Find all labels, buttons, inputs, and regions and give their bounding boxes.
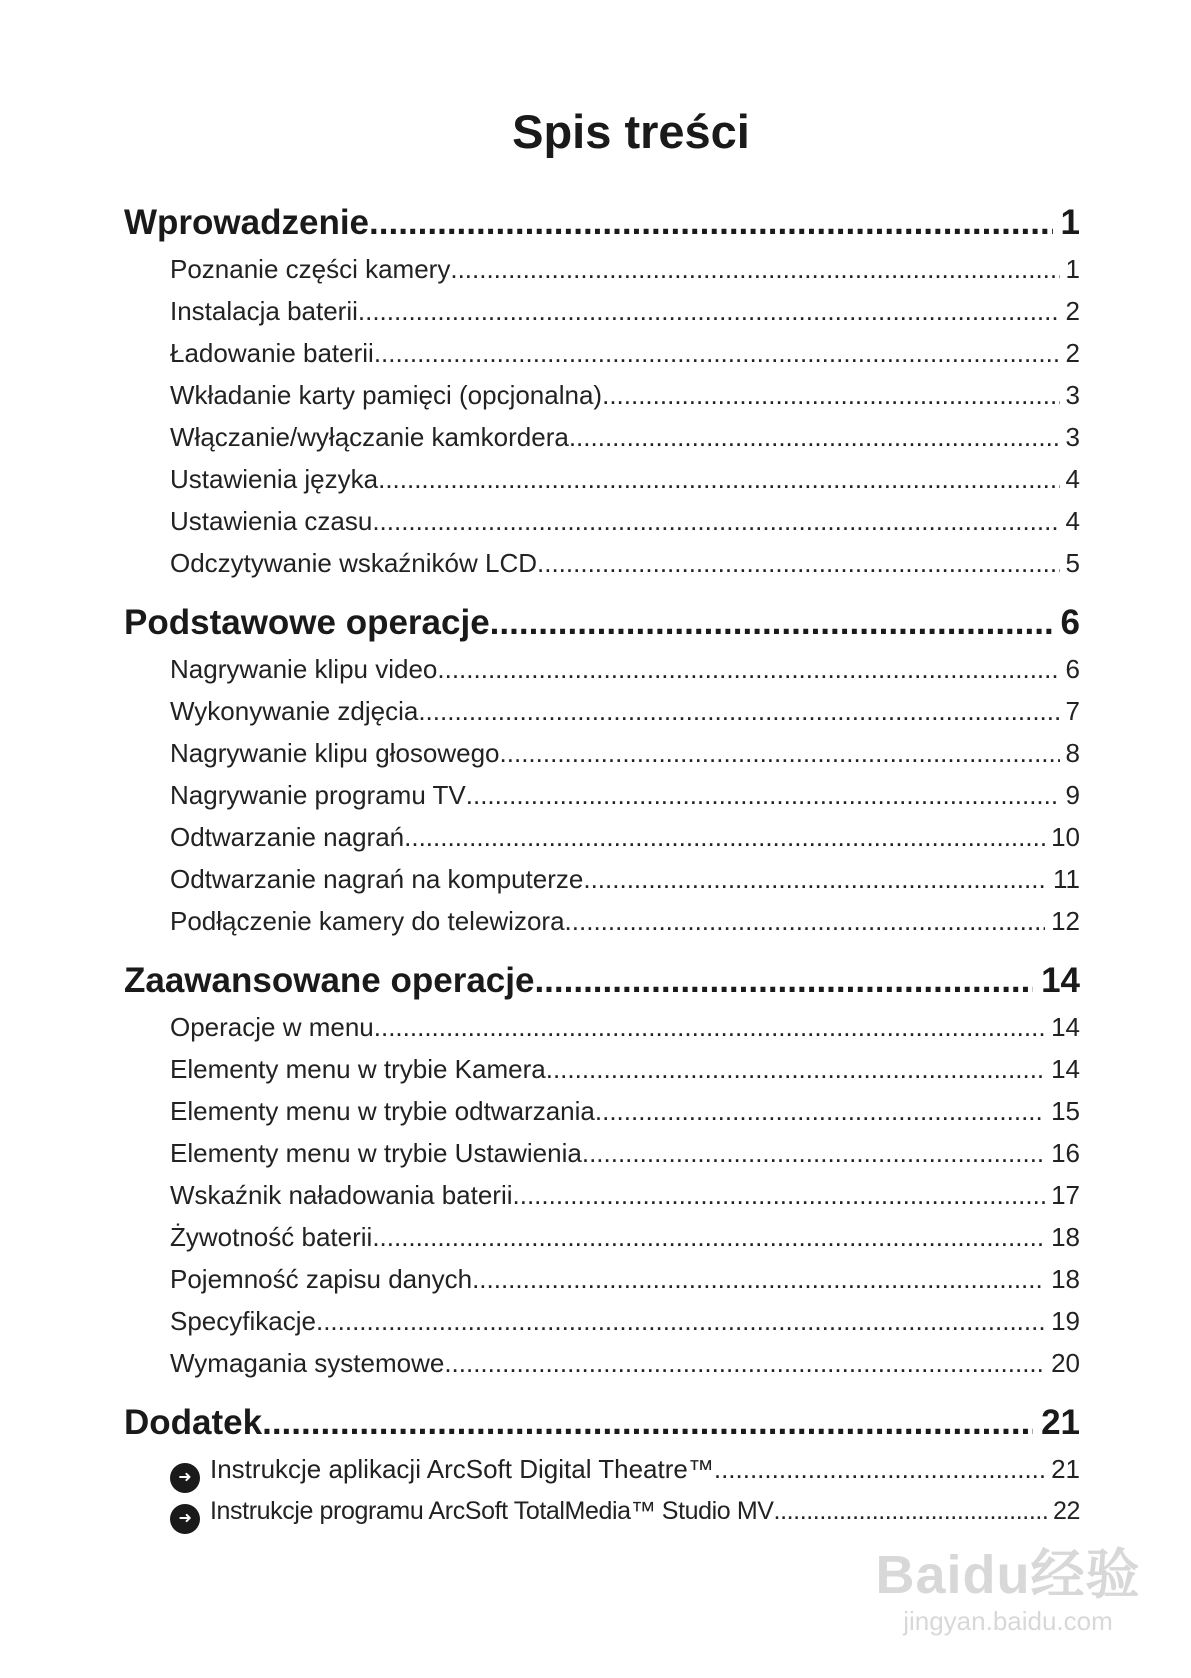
entry-label-wrap: [170, 1448, 714, 1493]
section-heading[interactable]: [124, 1398, 1080, 1448]
entry-page-number: 17: [1051, 1180, 1080, 1210]
toc-section-podstawowe-operacje: [124, 598, 1080, 942]
watermark-url: jingyan.baidu.com: [903, 1606, 1113, 1636]
dot-leader: [490, 598, 1053, 648]
toc-entry[interactable]: [124, 248, 1080, 290]
entry-page-number: 6: [1065, 654, 1080, 684]
entry-label: Odtwarzanie nagrań: [170, 822, 405, 852]
section-entries: [124, 248, 1080, 584]
entry-label: Ustawienia czasu: [170, 506, 373, 536]
entry-label-wrap: [170, 1490, 774, 1534]
dot-leader: [372, 500, 1059, 542]
entry-label: Wymagania systemowe: [170, 1348, 445, 1378]
entry-page-number: 7: [1065, 696, 1080, 726]
entry-page-number: 10: [1051, 822, 1080, 852]
entry-label: Elementy menu w trybie odtwarzania: [170, 1096, 595, 1126]
toc-entry[interactable]: [124, 1174, 1080, 1216]
section-entries: [124, 1448, 1080, 1532]
entry-label: Odczytywanie wskaźników LCD: [170, 548, 538, 578]
entry-label: Podłączenie kamery do telewizora: [170, 906, 565, 936]
section-page-number: 14: [1041, 961, 1080, 1000]
dot-leader: [500, 732, 1060, 774]
entry-label: Odtwarzanie nagrań na komputerze: [170, 864, 584, 894]
section-title: Dodatek: [124, 1403, 263, 1442]
section-heading[interactable]: [124, 956, 1080, 1006]
dot-leader: [569, 416, 1060, 458]
entry-label: Pojemność zapisu danych: [170, 1264, 473, 1294]
dot-leader: [444, 1342, 1045, 1384]
entry-label: Instalacja baterii: [170, 296, 358, 326]
entry-page-number: 8: [1065, 738, 1080, 768]
entry-label: Poznanie części kamery: [170, 254, 451, 284]
entry-page-number: 12: [1051, 906, 1080, 936]
toc-entry[interactable]: [124, 1342, 1080, 1384]
entry-page-number: 3: [1065, 422, 1080, 452]
dot-leader: [374, 1006, 1045, 1048]
entry-page-number: 1: [1065, 254, 1080, 284]
toc-section-dodatek: [124, 1398, 1080, 1532]
toc-entry[interactable]: [124, 500, 1080, 542]
dot-leader: [582, 1132, 1045, 1174]
entry-page-number: 9: [1065, 780, 1080, 810]
toc-entry[interactable]: [124, 900, 1080, 942]
dot-leader: [378, 458, 1059, 500]
section-page-number: 6: [1060, 603, 1080, 642]
entry-page-number: 2: [1065, 338, 1080, 368]
toc-entry[interactable]: [124, 1448, 1080, 1490]
toc-entry[interactable]: [124, 1006, 1080, 1048]
toc-entry[interactable]: [124, 458, 1080, 500]
dot-leader: [546, 1048, 1045, 1090]
entry-page-number: 14: [1051, 1054, 1080, 1084]
entry-label: Operacje w menu: [170, 1012, 374, 1042]
dot-leader: [565, 900, 1046, 942]
entry-label: Ładowanie baterii: [170, 338, 374, 368]
entry-page-number: 20: [1051, 1348, 1080, 1378]
dot-leader: [262, 1398, 1033, 1448]
section-title: Wprowadzenie: [124, 203, 370, 242]
toc-entry[interactable]: [124, 732, 1080, 774]
arrow-bullet-icon: ➜: [170, 1504, 200, 1534]
toc-entry[interactable]: [124, 858, 1080, 900]
toc-entry[interactable]: [124, 1048, 1080, 1090]
toc-entry[interactable]: [124, 774, 1080, 816]
entry-label: Żywotność baterii: [170, 1222, 373, 1252]
toc-entry[interactable]: [124, 1300, 1080, 1342]
dot-leader: [418, 690, 1059, 732]
toc-entry[interactable]: [124, 816, 1080, 858]
dot-leader: [774, 1490, 1047, 1532]
toc-entry[interactable]: [124, 416, 1080, 458]
entry-page-number: 16: [1051, 1138, 1080, 1168]
entry-label: Specyfikacje: [170, 1306, 316, 1336]
section-heading[interactable]: [124, 198, 1080, 248]
table-of-contents: [124, 198, 1080, 1546]
page-title: Spis treści: [512, 105, 750, 158]
entry-page-number: 5: [1065, 548, 1080, 578]
section-page-number: 1: [1060, 203, 1080, 242]
dot-leader: [534, 956, 1033, 1006]
entry-label: Ustawienia języka: [170, 464, 379, 494]
entry-label: Elementy menu w trybie Ustawienia: [170, 1138, 582, 1168]
entry-page-number: 15: [1051, 1096, 1080, 1126]
toc-entry[interactable]: [124, 1258, 1080, 1300]
dot-leader: [437, 648, 1059, 690]
dot-leader: [583, 858, 1047, 900]
entry-label: Instrukcje programu ArcSoft TotalMedia™ Studio MV: [210, 1497, 774, 1525]
toc-entry[interactable]: [124, 1490, 1080, 1532]
section-page-number: 21: [1041, 1403, 1080, 1442]
entry-page-number: 2: [1065, 296, 1080, 326]
entry-page-number: 4: [1065, 506, 1080, 536]
toc-entry[interactable]: [124, 648, 1080, 690]
entry-label: Włączanie/wyłączanie kamkordera: [170, 422, 569, 452]
entry-page-number: 4: [1065, 464, 1080, 494]
toc-entry[interactable]: [124, 690, 1080, 732]
entry-page-number: 14: [1051, 1012, 1080, 1042]
dot-leader: [466, 774, 1060, 816]
toc-entry[interactable]: [124, 1090, 1080, 1132]
toc-entry[interactable]: [124, 1216, 1080, 1258]
dot-leader: [372, 1216, 1045, 1258]
dot-leader: [358, 290, 1060, 332]
section-title: Zaawansowane operacje: [124, 961, 535, 1000]
toc-entry[interactable]: [124, 332, 1080, 374]
dot-leader: [513, 1174, 1046, 1216]
section-entries: [124, 648, 1080, 942]
section-heading[interactable]: [124, 598, 1080, 648]
entry-label: Nagrywanie klipu video: [170, 654, 438, 684]
entry-label: Wskaźnik naładowania baterii: [170, 1180, 513, 1210]
entry-label: Wykonywanie zdjęcia: [170, 696, 419, 726]
entry-page-number: 3: [1065, 380, 1080, 410]
entry-page-number: 18: [1051, 1222, 1080, 1252]
section-title: Podstawowe operacje: [124, 603, 490, 642]
entry-label: Nagrywanie klipu głosowego: [170, 738, 500, 768]
watermark: [858, 1545, 1158, 1637]
arrow-bullet-icon: ➜: [170, 1463, 200, 1493]
dot-leader: [316, 1300, 1045, 1342]
toc-entry[interactable]: [124, 1132, 1080, 1174]
entry-page-number: 21: [1051, 1454, 1080, 1484]
entry-page-number: 19: [1051, 1306, 1080, 1336]
dot-leader: [450, 248, 1059, 290]
dot-leader: [714, 1448, 1045, 1490]
toc-section-zaawansowane-operacje: [124, 956, 1080, 1384]
toc-section-wprowadzenie: [124, 198, 1080, 584]
entry-page-number: 18: [1051, 1264, 1080, 1294]
section-entries: [124, 1006, 1080, 1384]
toc-entry[interactable]: [124, 374, 1080, 416]
dot-leader: [472, 1258, 1045, 1300]
entry-label: Instrukcje aplikacji ArcSoft Digital Theatre™: [210, 1454, 714, 1484]
toc-entry[interactable]: [124, 542, 1080, 584]
entry-page-number: 22: [1052, 1497, 1080, 1525]
dot-leader: [404, 816, 1045, 858]
watermark-logo: Baidu经验: [875, 1545, 1141, 1605]
entry-label: Nagrywanie programu TV: [170, 780, 466, 810]
dot-leader: [374, 332, 1060, 374]
dot-leader: [602, 374, 1059, 416]
entry-page-number: 11: [1053, 864, 1080, 894]
dot-leader: [595, 1090, 1045, 1132]
dot-leader: [369, 198, 1053, 248]
entry-label: Elementy menu w trybie Kamera: [170, 1054, 546, 1084]
entry-label: Wkładanie karty pamięci (opcjonalna): [170, 380, 603, 410]
toc-entry[interactable]: [124, 290, 1080, 332]
dot-leader: [537, 542, 1060, 584]
